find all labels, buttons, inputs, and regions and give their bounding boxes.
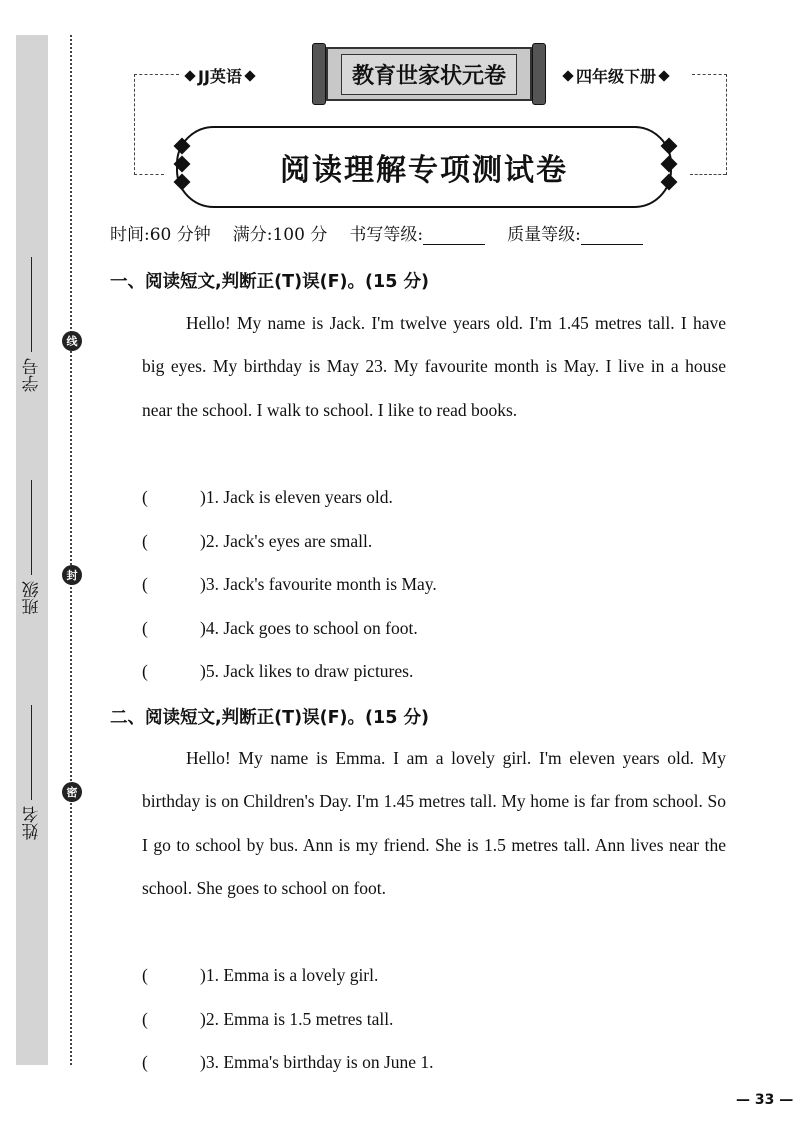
reading-passage: Hello! My name is Emma. I am a lovely girl. I'm eleven years old. My birthday is on Children's Day. I'm 1.45 metres tall. My home is far from school. So I go to school by bus. Ann is my friend. She is 1.5 metres tall. Ann lives near the school. She goes to school on foot. <box>142 748 726 898</box>
student-no-label: 学号 <box>22 358 43 392</box>
question-item <box>142 965 378 986</box>
question-item <box>142 531 372 552</box>
question-item <box>142 1052 434 1073</box>
question-item <box>142 661 413 682</box>
subject-tag <box>186 64 254 87</box>
diamond-icon <box>661 156 678 173</box>
diamond-icon <box>562 70 573 81</box>
page-number: — 33 — <box>736 1092 794 1108</box>
series-banner <box>312 43 546 105</box>
diamond-icon <box>658 70 669 81</box>
diamond-icon <box>244 70 255 81</box>
banner-text: 教育世家状元卷 <box>341 54 517 95</box>
quality-grade-label: 质量等级: <box>507 225 581 245</box>
name-field <box>16 680 48 840</box>
question-text: )2. Jack's eyes are small. <box>200 531 373 551</box>
class-field <box>16 455 48 615</box>
diamond-icon <box>184 70 195 81</box>
question-text: )1. Jack is eleven years old. <box>200 487 393 507</box>
subject-tag-text: JJ英语 <box>198 67 242 86</box>
section-heading: 二、阅读短文,判断正(T)误(F)。(15 分) <box>110 708 429 728</box>
answer-paren[interactable]: ( <box>142 661 148 681</box>
question-text: )1. Emma is a lovely girl. <box>200 965 379 985</box>
question-item <box>142 618 418 639</box>
seal-seal: 封 <box>62 565 82 585</box>
answer-paren[interactable]: ( <box>142 1052 148 1072</box>
writing-grade <box>349 220 485 245</box>
header-connector-right <box>692 74 727 175</box>
answer-paren[interactable]: ( <box>142 618 148 638</box>
reading-passage: Hello! My name is Jack. I'm twelve years old. I'm 1.45 metres tall. I have big eyes. My birthday is May 23. My favourite month is May. I live in a house near the school. I walk to school. I like to read books. <box>142 313 726 420</box>
student-no-blank <box>32 257 33 352</box>
title-frame <box>176 126 672 208</box>
class-blank <box>32 480 33 575</box>
answer-paren[interactable]: ( <box>142 965 148 985</box>
name-blank <box>32 705 33 800</box>
answer-paren[interactable]: ( <box>142 1009 148 1029</box>
quality-grade-blank <box>581 228 643 245</box>
banner-body <box>326 47 532 101</box>
writing-grade-label: 书写等级: <box>349 225 424 245</box>
question-text: )5. Jack likes to draw pictures. <box>200 661 414 681</box>
question-text: )2. Emma is 1.5 metres tall. <box>200 1009 394 1029</box>
scroll-roll-left <box>312 43 326 105</box>
question-text: )4. Jack goes to school on foot. <box>200 618 418 638</box>
question-item <box>142 574 437 595</box>
grade-tag-text: 四年级下册 <box>576 67 657 86</box>
question-text: )3. Jack's favourite month is May. <box>200 574 437 594</box>
section-heading: 一、阅读短文,判断正(T)误(F)。(15 分) <box>110 272 429 292</box>
student-no-field <box>16 232 48 392</box>
exam-meta <box>110 220 730 245</box>
time-limit: 时间:60 分钟 <box>110 225 211 245</box>
cut-line <box>70 35 72 1065</box>
header-connector-left-bottom <box>134 174 164 175</box>
diamond-icon <box>661 138 678 155</box>
question-item <box>142 487 393 508</box>
seal-secret: 密 <box>62 782 82 802</box>
grade-tag <box>564 64 668 87</box>
answer-paren[interactable]: ( <box>142 487 148 507</box>
question-text: )3. Emma's birthday is on June 1. <box>200 1052 434 1072</box>
page-title: 阅读理解专项测试卷 <box>280 153 568 188</box>
seal-line: 线 <box>62 331 82 351</box>
scroll-roll-right <box>532 43 546 105</box>
writing-grade-blank <box>423 228 485 245</box>
answer-paren[interactable]: ( <box>142 531 148 551</box>
header-connector-right-bottom <box>690 174 726 175</box>
diamond-icon <box>661 174 678 191</box>
header-connector-left <box>134 74 179 175</box>
question-item <box>142 1009 393 1030</box>
full-score: 满分:100 分 <box>232 225 328 245</box>
answer-paren[interactable]: ( <box>142 574 148 594</box>
class-label: 班级 <box>22 581 43 615</box>
quality-grade <box>507 220 643 245</box>
title-diamonds-right <box>663 140 675 188</box>
name-label: 姓名 <box>22 806 43 840</box>
